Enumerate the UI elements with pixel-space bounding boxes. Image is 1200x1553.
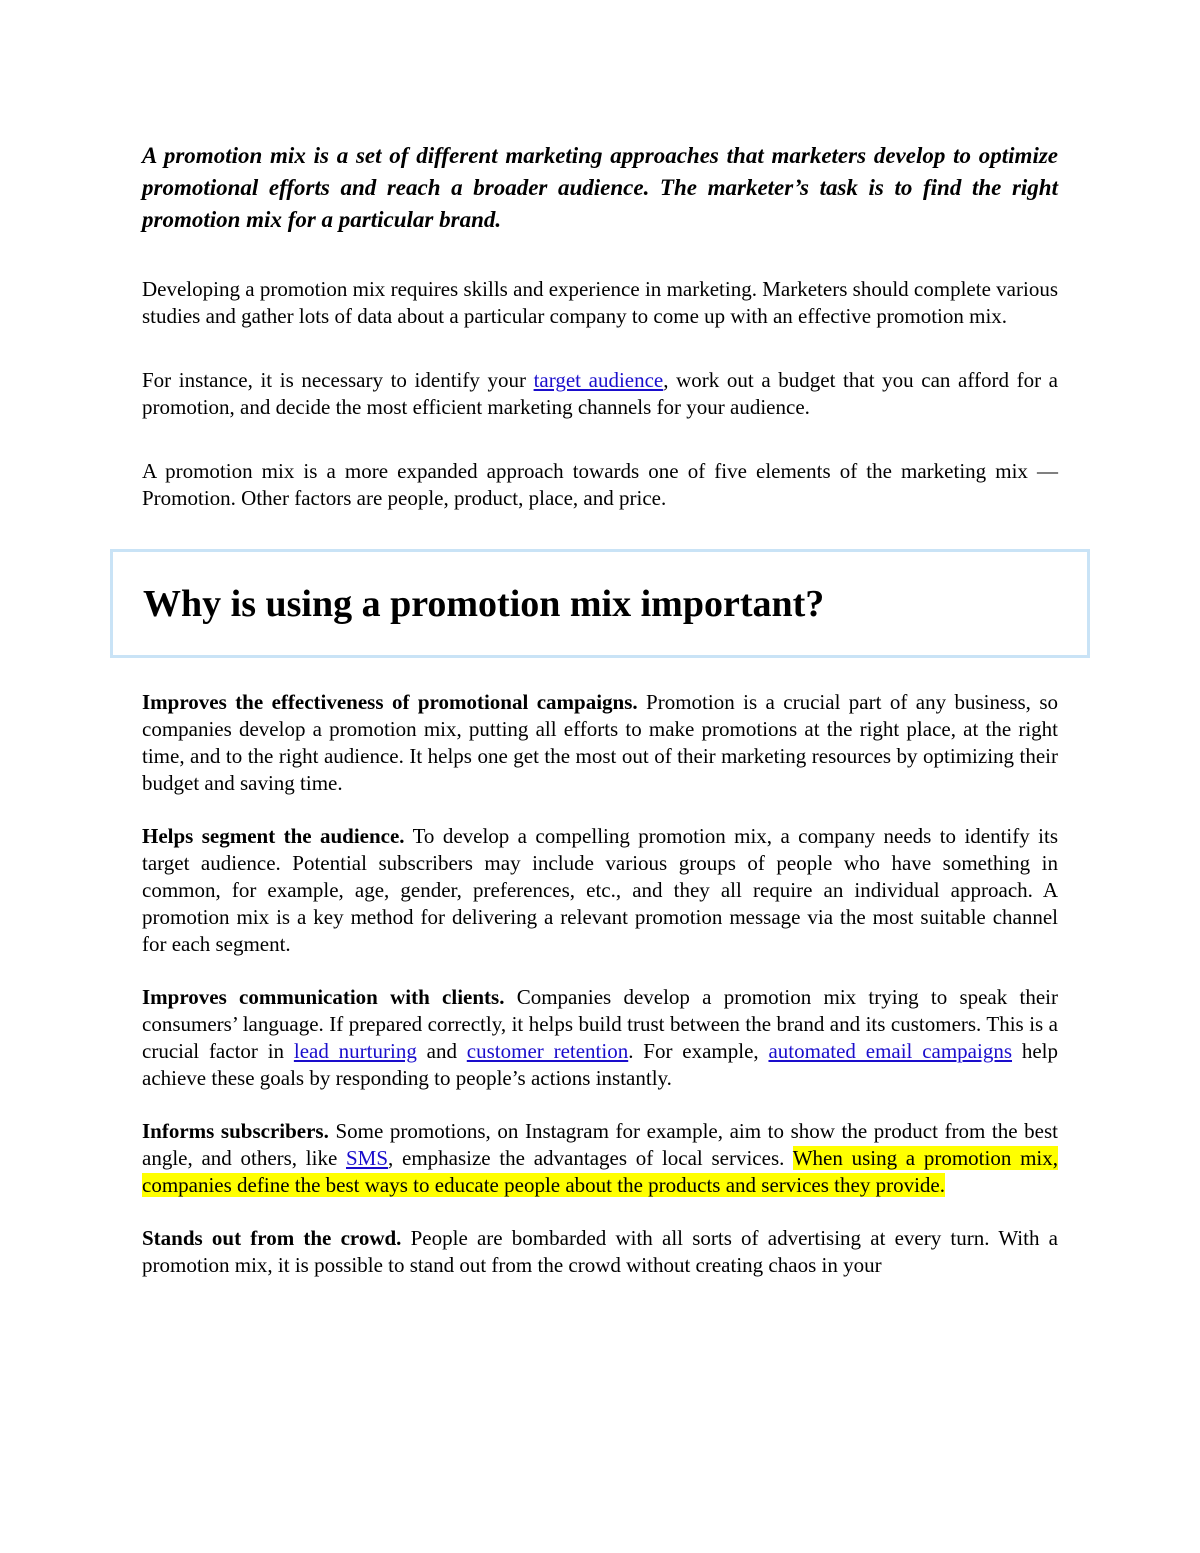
automated-email-campaigns-link[interactable]: automated email campaigns: [768, 1039, 1013, 1063]
paragraph-expanded-approach: A promotion mix is a more expanded approach towards one of five elements of the marketing mix — Promotion. Other factors are people, product, place, and price.: [142, 459, 1058, 510]
highlighted-text: When using a promotion mix, companies define the best ways to educate people about the products and services they provide.: [142, 1146, 1058, 1197]
benefit-text: , emphasize the advantages of local services.: [388, 1146, 793, 1170]
benefit-paragraph: [142, 823, 1058, 958]
customer-retention-link[interactable]: customer retention: [466, 1039, 629, 1063]
paragraph-developing: Developing a promotion mix requires skills and experience in marketing. Marketers should complete various studies and gather lots of data about a particular company to come up with an effective promotion mix.: [142, 277, 1058, 328]
text-span: , work out a budget that you can afford for a promotion, and decide the most efficient marketing channels for your audience.: [142, 368, 1058, 419]
benefit-text: Promotion is a crucial part of any business, so companies develop a promotion mix, putting all efforts to make promotions at the right place, at the right time, and to the right audience. It helps one get the most out of their marketing resources by optimizing their budget and saving time.: [142, 690, 1059, 795]
benefit-text: Some promotions, on Instagram for example, aim to show the product from the best angle, and others, like: [142, 1119, 1058, 1170]
benefit-text: . For example,: [628, 1039, 769, 1063]
intro-paragraph: A promotion mix is a set of different marketing approaches that marketers develop to optimize promotional efforts and reach a broader audience. The marketer’s task is to find the right promotion mix for a particular brand.: [142, 143, 1058, 232]
benefits-list: [142, 689, 1058, 1279]
benefit-paragraph: [142, 1118, 1058, 1199]
section-heading-box: [110, 549, 1090, 658]
benefit-title: Improves communication with clients.: [142, 985, 505, 1009]
benefit-text: help achieve these goals by responding to people’s actions instantly.: [142, 1039, 1058, 1090]
lead-nurturing-link[interactable]: lead nurturing: [293, 1039, 417, 1063]
benefit-title: Improves the effectiveness of promotional campaigns.: [142, 690, 638, 714]
benefit-paragraph: [142, 1225, 1058, 1279]
benefit-paragraph: [142, 689, 1058, 797]
paragraph-for-instance: [142, 367, 1058, 421]
text-span: For instance, it is necessary to identify your: [142, 368, 534, 392]
benefit-text: People are bombarded with all sorts of advertising at every turn. With a promotion mix, it is possible to stand out from the crowd without creating chaos in your: [142, 1226, 1058, 1277]
benefit-title: Stands out from the crowd.: [142, 1226, 402, 1250]
benefit-text: To develop a compelling promotion mix, a company needs to identify its target audience. Potential subscribers may include various groups of people who have something in common, for example, age, gender, preferences, etc., and they all require an individual approach. A promotion mix is a key method for delivering a relevant promotion message via the most suitable channel for each segment.: [142, 824, 1058, 956]
benefit-title: Helps segment the audience.: [142, 824, 405, 848]
benefit-text: and: [416, 1039, 467, 1063]
benefit-paragraph: [142, 984, 1058, 1092]
benefit-title: Informs subscribers.: [142, 1119, 329, 1143]
target-audience-link[interactable]: target audience: [533, 368, 664, 392]
section-heading: Why is using a promotion mix important?: [143, 582, 825, 625]
sms-link[interactable]: SMS: [346, 1146, 389, 1170]
benefit-text: Companies develop a promotion mix trying to speak their consumers’ language. If prepared correctly, it helps build trust between the brand and its customers. This is a crucial factor in: [142, 985, 1058, 1063]
